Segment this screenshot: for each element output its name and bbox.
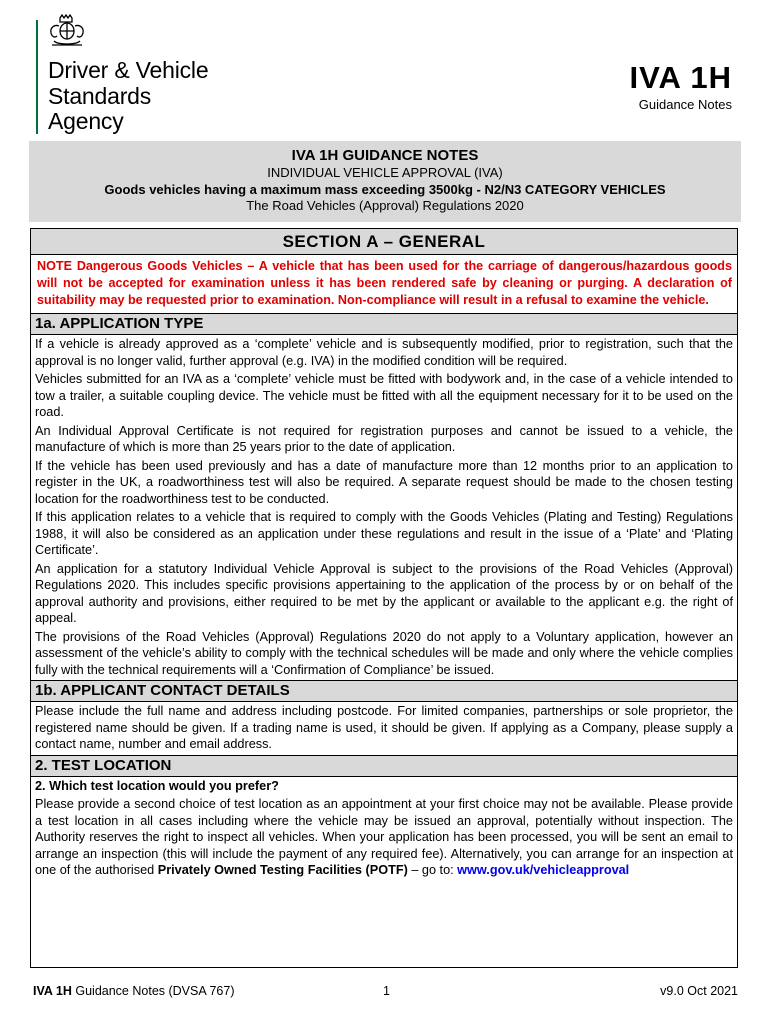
dangerous-goods-note: NOTE Dangerous Goods Vehicles – A vehicle that has been used for the carriage of dangerous/hazardous goods will not be accepted for examination unless it has been rendered safe by cleaning or purging. A declaration of suitability may be requested prior to examination. Non-compliance will result in a refusal to examine the vehicle. — [31, 255, 737, 314]
goto-text: – go to: — [407, 863, 458, 877]
document-code: IVA 1H — [629, 60, 732, 95]
application-type-paragraph: Vehicles submitted for an IVA as a ‘complete’ vehicle must be fitted with bodywork and, in the case of a vehicle intended to tow a trailer, a suitable coupling device. The vehicle must be fitted with all the equipment necessary for it to be used on the road. — [35, 372, 733, 419]
page-subtitle: INDIVIDUAL VEHICLE APPROVAL (IVA) — [267, 165, 503, 180]
test-location-body — [31, 777, 737, 879]
page-number: 1 — [383, 984, 390, 998]
application-type-paragraph: If a vehicle is already approved as a ‘complete’ vehicle and is subsequently modified, prior to registration, such that the approval is no longer valid, further approval (e.g. IVA) in the modified condition will be required. — [35, 337, 733, 368]
application-type-body — [31, 335, 737, 678]
application-type-paragraph: An Individual Approval Certificate is not required for registration purposes and cannot be issued to a vehicle, the manufacture of which is more than 25 years prior to the date of application. — [35, 423, 733, 454]
application-type-paragraph: An application for a statutory Individual Vehicle Approval is subject to the provisions of the Road Vehicles (Approval) Regulations 2020. This includes specific provisions appertaining to the application of the process by or on behalf of the approval authority and provisions, either required to be met by the applicant or available to the applicant e.g. the right of appeal. — [35, 561, 733, 625]
footer-doc-code: IVA 1H — [33, 984, 72, 998]
regulations-reference: The Road Vehicles (Approval) Regulations 2020 — [246, 198, 524, 213]
page-title: IVA 1H GUIDANCE NOTES — [291, 147, 479, 164]
test-location-heading: 2. TEST LOCATION — [31, 755, 737, 777]
agency-name-line2: Standards — [48, 82, 152, 109]
test-location-description: Please provide a second choice of test location as an appointment at your first choice may not be available. Please provide a test location in all cases including where the vehicle may be issued an approval, potentially without inspection. The Authority reserves the right to inspect all vehicles. When your application has been processed, you will be sent an email to arrange an inspection (this will include the payment of any required fee). Alternatively, you can arrange for an inspection at one of the authorised — [35, 797, 733, 877]
application-type-paragraph: If this application relates to a vehicle that is required to comply with the Goods Vehicles (Plating and Testing) Regulations 1988, it will also be considered as an application under these regulations and result in the issue of a ‘Plate’ and ‘Plating Certificate’. — [35, 510, 733, 557]
section-a-frame — [30, 228, 738, 968]
test-location-question: 2. Which test location would you prefer? — [35, 778, 279, 793]
section-a-heading: SECTION A – GENERAL — [31, 229, 737, 255]
logo-accent-bar — [36, 20, 38, 134]
footer-document-ref — [33, 984, 235, 998]
document-version: v9.0 Oct 2021 — [660, 984, 738, 998]
royal-crest-icon — [46, 14, 88, 48]
agency-name-line1: Driver & Vehicle — [48, 57, 209, 83]
applicant-contact-text: Please include the full name and address including postcode. For limited companies, partnerships or sole proprietor, the registered name should be given. If a trading name is used, it should be given. If applying as a Company, please supply a contact name, number and email address. — [35, 704, 733, 751]
applicant-contact-body — [31, 702, 737, 753]
vehicle-approval-link[interactable]: www.gov.uk/vehicleapproval — [457, 863, 630, 877]
application-type-heading: 1a. APPLICATION TYPE — [31, 314, 737, 335]
footer-doc-name: Guidance Notes (DVSA 767) — [71, 984, 235, 998]
title-band — [29, 141, 741, 222]
test-location-text — [35, 796, 733, 879]
agency-name — [48, 58, 208, 135]
vehicle-scope: Goods vehicles having a maximum mass exceeding 3500kg - N2/N3 CATEGORY VEHICLES — [104, 182, 666, 197]
application-type-paragraph: If the vehicle has been used previously and has a date of manufacture more than 12 months prior to an application to register in the UK, a roadworthiness test will also be required. A separate request should be made to the chosen testing location for the roadworthiness test to be conducted. — [35, 458, 733, 506]
agency-name-line3: Agency — [48, 108, 124, 134]
potf-term: Privately Owned Testing Facilities (POTF) — [157, 863, 408, 877]
applicant-contact-heading: 1b. APPLICANT CONTACT DETAILS — [31, 680, 737, 702]
application-type-paragraph: The provisions of the Road Vehicles (Approval) Regulations 2020 do not apply to a Voluntary application, however an assessment of the vehicle’s ability to comply with the technical schedules will be made and only where the vehicle complies fully with the technical requirements will a ‘Confirmation of Compliance’ be issued. — [35, 629, 733, 677]
document-subtitle: Guidance Notes — [638, 97, 732, 112]
